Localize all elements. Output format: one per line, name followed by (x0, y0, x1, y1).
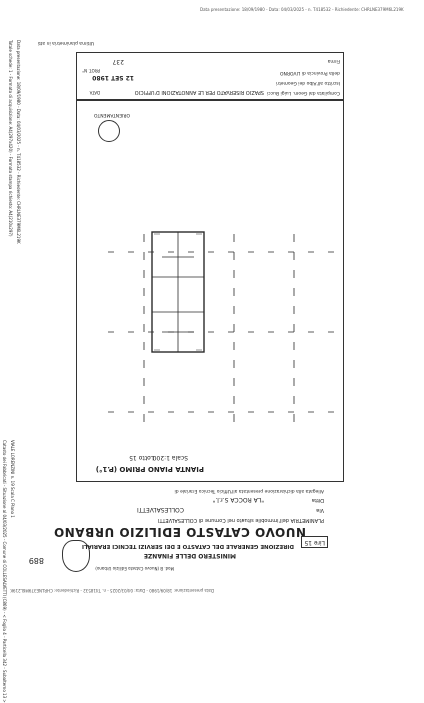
company-name: "LA ROCCA S.r.l." (212, 496, 264, 503)
ministry-label: MINISTERO DELLE FINANZE (143, 552, 236, 559)
grid-dash-columns (144, 232, 294, 422)
compiled-by: Compilata dal Geom. Luigi Bucci (266, 90, 340, 95)
stamp-number: 889 (28, 556, 44, 565)
mod-label: Mod. B (Nuovo Catasto Edilizio Urbano) (95, 566, 174, 571)
allegata-label: Allegata alla dichiarazione presentata all'Ufficio Tecnico Erariale di (174, 488, 324, 493)
side-left-line2: VIALE LORENZINI n. 19 Scala C Piano 1 (10, 440, 15, 518)
compass-label: ORIENTAMENTO (93, 112, 130, 117)
compass-icon (98, 120, 120, 142)
lire-label: Lire 15 (301, 536, 328, 548)
catasto-title: NUOVO CATASTO EDILIZIO URBANO (53, 525, 306, 539)
side-left-line1: Catasto dei Fabbricati - Situazione al 04/03/2025 - Comune di COLLESALVETTI (C869) - < Foglio 4 - Particella 342 - Subalterno 13 > (2, 440, 7, 703)
scala-label: Scala 1:200 (152, 454, 188, 461)
iscritto-label: Iscritto all'Albo dei Geometri (275, 80, 340, 85)
grid-dash-rows (94, 252, 334, 412)
bottom-strip-text: Data presentazione: 18/09/1980 - Data: 04/03/2025 - n. T418532 - Richiedente: CHRLNE379M6L219K (10, 588, 214, 593)
pianta-label: PIANTA PIANO PRIMO (P.1°) (95, 465, 204, 473)
annotation-title: SPAZIO RISERVATO PER LE ANNOTAZIONI D'UFFICIO (134, 89, 264, 95)
top-strip-text: Data presentazione: 18/09/1980 - Data: 04/03/2025 - n. T418532 - Richiedente: CHRLNE379M6L219K (200, 7, 404, 12)
side-right-line1: Data presentazione: 18/09/1980 - Data: 04/03/2025 - n. T418532 - Richiedente: CHRLNE379M6L219K (16, 40, 21, 244)
prot-number: 237 (112, 58, 124, 65)
planimetria-title: PLANIMETRIA dell'immobile situato nel Comune di COLLESALVETTI (158, 517, 324, 523)
ultima-planimetria: Ultima planimetria in atti (37, 40, 94, 45)
side-right-line2: Totale schede: 1 - Formato di acquisizione: A4(297x420) - Formato stampa richiesto: A4(210x297) (8, 40, 13, 237)
via-label: Via (316, 507, 324, 513)
firma-label: Firma (327, 58, 340, 63)
date-stamp: 12 SET 1980 (92, 74, 134, 81)
data-label: DATA (89, 90, 100, 95)
place-name: COLLESALVETTI (137, 506, 184, 513)
provincia-label: della Provincia di LIVORNO (279, 70, 340, 75)
floor-plan-drawing (78, 102, 344, 482)
republic-emblem (62, 540, 90, 572)
prot-label: PROT. N° (82, 68, 100, 73)
directorate-label: DIREZIONE GENERALE DEL CATASTO E DEI SERVIZI TECNICI ERARIALI (81, 543, 294, 549)
ditta-label: Ditta (311, 497, 324, 503)
lotto-label: Lotto 15 (129, 454, 154, 461)
